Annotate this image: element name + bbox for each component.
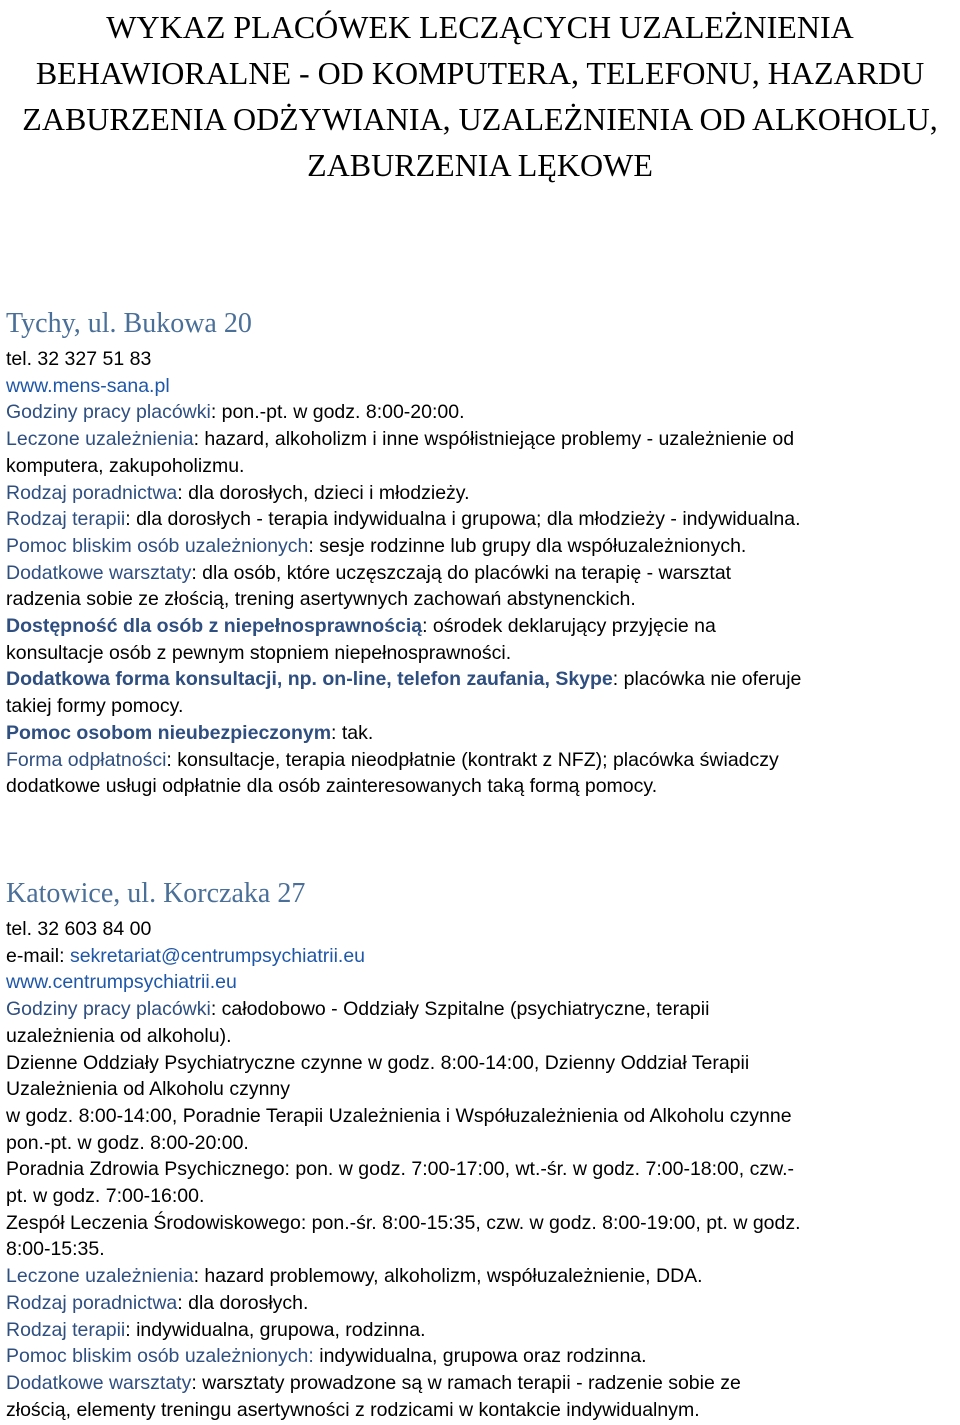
website-link[interactable]: www.mens-sana.pl (6, 374, 170, 397)
access-row (6, 613, 954, 640)
access-value: : ośrodek deklarujący przyjęcie na (422, 615, 716, 638)
online-label: Dodatkowa forma konsultacji, np. on-line, telefon zaufania, Skype (6, 668, 613, 691)
clinic-line-2: pt. w godz. 7:00-16:00. (6, 1185, 205, 1208)
hours-row (6, 399, 954, 426)
help-value: indywidualna, grupowa oraz rodzinna. (313, 1345, 647, 1368)
addictions-value: : hazard, alkoholizm i inne współistniejące problemy - uzależnienie od (193, 428, 795, 451)
day-wards-line-1: Dzienne Oddziały Psychiatryczne czynne w godz. 8:00-14:00, Dzienny Oddział Terapii (6, 1051, 750, 1074)
payment-row (6, 747, 954, 774)
hours-value: : całodobowo - Oddziały Szpitalne (psychiatryczne, terapii (210, 998, 710, 1021)
help-label: Pomoc bliskim osób uzależnionych: (6, 1345, 314, 1368)
clinic-line-1: Poradnia Zdrowia Psychicznego: pon. w godz. 7:00-17:00, wt.-śr. w godz. 7:00-18:00, czw.- (6, 1158, 794, 1181)
team-line-1: Zespół Leczenia Środowiskowego: pon.-śr. 8:00-15:35, czw. w godz. 8:00-19:00, pt. w godz. (6, 1211, 801, 1234)
email-row (6, 943, 954, 970)
team-line-2: 8:00-15:35. (6, 1238, 105, 1261)
hours-row (6, 996, 954, 1023)
help-value: : sesje rodzinne lub grupy dla współuzależnionych. (308, 534, 747, 557)
payment-value: : konsultacje, terapia nieodpłatnie (kontrakt z NFZ); placówka świadczy (166, 748, 779, 771)
workshops-value: : dla osób, które uczęszczają do placówki na terapię - warsztat (191, 561, 732, 584)
help-row (6, 1343, 954, 1370)
therapy-value: : indywidualna, grupowa, rodzinna. (125, 1318, 426, 1341)
counsel-value: : dla dorosłych, dzieci i młodzieży. (177, 481, 470, 504)
counsel-value: : dla dorosłych. (177, 1291, 309, 1314)
facility-heading: Katowice, ul. Korczaka 27 (6, 878, 306, 909)
title-line-2: BEHAWIORALNE - OD KOMPUTERA, TELEFONU, HAZARDU (35, 55, 925, 91)
counsel-row (6, 480, 954, 507)
counsel-label: Rodzaj poradnictwa (6, 481, 178, 504)
day-wards-line-3: w godz. 8:00-14:00, Poradnie Terapii Uzależnienia i Współuzależnienia od Alkoholu czynne (6, 1104, 792, 1127)
therapy-row (6, 1317, 954, 1344)
title-line-3: ZABURZENIA ODŻYWIANIA, UZALEŻNIENIA OD ALKOHOLU, (22, 101, 938, 137)
therapy-row (6, 506, 954, 533)
title-line-4: ZABURZENIA LĘKOWE (307, 147, 653, 183)
phone: tel. 32 603 84 00 (6, 918, 152, 940)
addictions-row (6, 426, 954, 453)
workshops-label: Dodatkowe warsztaty (6, 561, 192, 584)
addictions-row (6, 1263, 954, 1290)
hours-value: : pon.-pt. w godz. 8:00-20:00. (210, 401, 465, 424)
counsel-label: Rodzaj poradnictwa (6, 1291, 178, 1314)
workshops-label: Dodatkowe warsztaty (6, 1371, 192, 1394)
facility-heading: Tychy, ul. Bukowa 20 (6, 308, 252, 339)
day-wards-line-2: Uzależnienia od Alkoholu czynny (6, 1078, 291, 1101)
online-value: : placówka nie oferuje (612, 668, 802, 691)
title-line-1: WYKAZ PLACÓWEK LECZĄCYCH UZALEŻNIENIA (106, 9, 854, 45)
workshops-row-cont: radzenia sobie ze złością, trening asertywnych zachowań abstynenckich. (6, 588, 636, 611)
payment-row-cont: dodatkowe usługi odpłatnie dla osób zainteresowanych taką formą pomocy. (6, 775, 658, 798)
therapy-label: Rodzaj terapii (6, 508, 126, 531)
access-label: Dostępność dla osób z niepełnosprawnością (6, 615, 423, 638)
online-row (6, 666, 954, 693)
workshops-row-cont: złością, elementy treningu asertywności z rodzicami w kontakcie indywidualnym. (6, 1398, 700, 1421)
uninsured-row (6, 720, 954, 747)
phone: tel. 32 327 51 83 (6, 348, 152, 370)
therapy-label: Rodzaj terapii (6, 1318, 126, 1341)
workshops-row (6, 560, 954, 587)
hours-row-cont: uzależnienia od alkoholu). (6, 1024, 232, 1047)
facility-katowice (6, 878, 954, 1423)
document-title (0, 4, 960, 188)
hours-label: Godziny pracy placówki (6, 401, 211, 424)
addictions-value: : hazard problemowy, alkoholizm, współuzależnienie, DDA. (193, 1265, 703, 1288)
online-row-cont: takiej formy pomocy. (6, 695, 184, 718)
email-link[interactable]: sekretariat@centrumpsychiatrii.eu (69, 944, 366, 967)
access-row-cont: konsultacje osób z pewnym stopniem niepełnosprawności. (6, 641, 512, 664)
uninsured-label: Pomoc osobom nieubezpieczonym (6, 721, 332, 744)
payment-label: Forma odpłatności (6, 748, 167, 771)
email-prefix: e-mail: (6, 944, 70, 967)
website-link[interactable]: www.centrumpsychiatrii.eu (6, 971, 237, 994)
help-row (6, 533, 954, 560)
facility-tychy (6, 308, 954, 800)
addictions-label: Leczone uzależnienia (6, 428, 194, 451)
addictions-label: Leczone uzależnienia (6, 1265, 194, 1288)
workshops-value: : warsztaty prowadzone są w ramach terapii - radzenie sobie ze (191, 1371, 741, 1394)
day-wards-line-4: pon.-pt. w godz. 8:00-20:00. (6, 1131, 249, 1154)
counsel-row (6, 1290, 954, 1317)
addictions-row-cont: komputera, zakupoholizmu. (6, 454, 245, 477)
workshops-row (6, 1370, 954, 1397)
hours-label: Godziny pracy placówki (6, 998, 211, 1021)
uninsured-value: : tak. (331, 721, 374, 744)
help-label: Pomoc bliskim osób uzależnionych (6, 534, 309, 557)
therapy-value: : dla dorosłych - terapia indywidualna i grupowa; dla młodzieży - indywidualna. (125, 508, 801, 531)
